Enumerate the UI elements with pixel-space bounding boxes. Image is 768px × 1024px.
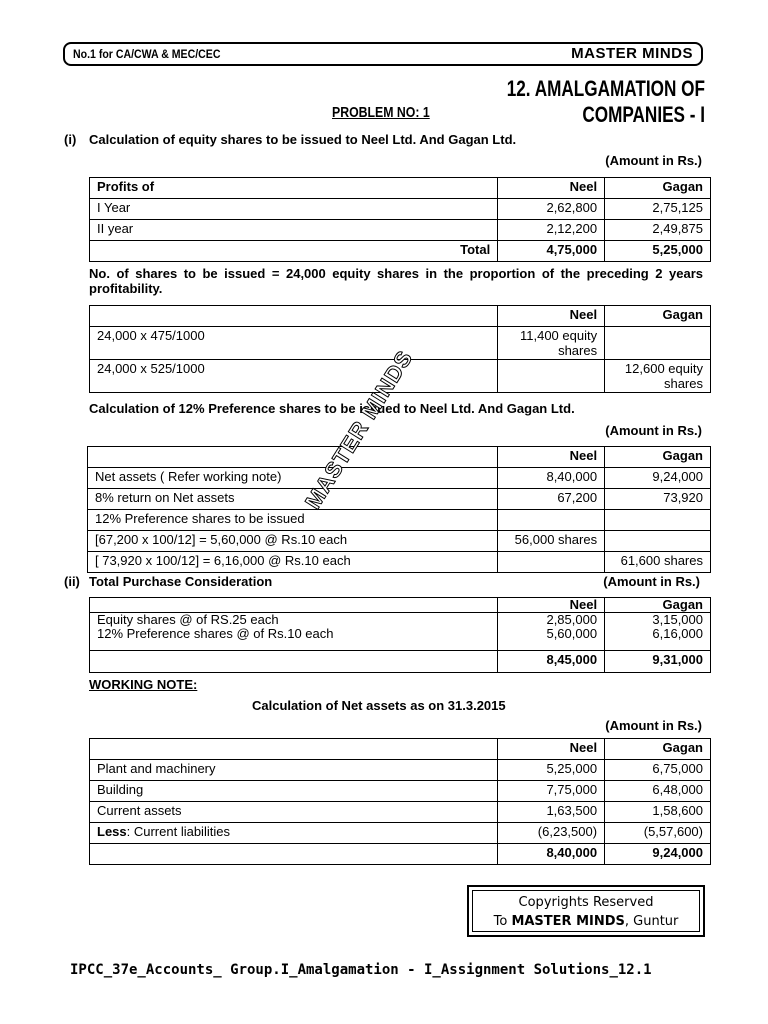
table-cell: 1,58,600 — [605, 802, 711, 823]
copyright-prefix: To — [493, 914, 512, 929]
column-header: Neel — [498, 306, 605, 327]
table-cell: 5,60,000 — [498, 627, 605, 651]
table-row — [88, 489, 711, 510]
table-row — [88, 531, 711, 552]
profits-table — [89, 177, 711, 262]
copyright-box — [467, 885, 705, 937]
working-note-heading: WORKING NOTE: — [89, 677, 198, 692]
total-value: 5,25,000 — [605, 241, 711, 262]
table-cell: 2,49,875 — [605, 220, 711, 241]
total-value: 8,40,000 — [498, 844, 605, 865]
column-header: Gagan — [605, 178, 711, 199]
chapter-title: 12. AMALGAMATION OF COMPANIES - I — [506, 76, 705, 127]
total-value: 9,24,000 — [605, 844, 711, 865]
table-cell: Current assets — [90, 802, 498, 823]
table-cell: 24,000 x 525/1000 — [90, 360, 498, 393]
section-ii-number: (ii) — [64, 574, 80, 589]
total-label: Total — [90, 241, 498, 262]
net-assets-table — [89, 738, 711, 865]
table-row — [88, 552, 711, 573]
table-row — [90, 613, 711, 628]
pref-table — [87, 446, 711, 573]
table-cell — [498, 552, 605, 573]
column-header: Gagan — [605, 739, 711, 760]
table-cell — [90, 844, 498, 865]
table-cell — [605, 510, 711, 531]
section-ii-title: Total Purchase Consideration — [89, 574, 273, 589]
column-header: Gagan — [605, 447, 711, 468]
table-cell — [90, 651, 498, 673]
section-i-number: (i) — [64, 132, 77, 147]
table-cell: 11,400 equity shares — [498, 327, 605, 360]
net-assets-title: Calculation of Net assets as on 31.3.2015 — [252, 698, 506, 713]
table-header-row — [88, 447, 711, 468]
shares-note: No. of shares to be issued = 24,000 equity shares in the proportion of the preceding 2 years profitability. — [89, 266, 703, 296]
table-cell: Building — [90, 781, 498, 802]
column-header — [88, 447, 498, 468]
table-cell: Net assets ( Refer working note) — [88, 468, 498, 489]
table-cell: 12% Preference shares to be issued — [88, 510, 498, 531]
column-header: Neel — [498, 447, 605, 468]
table-cell — [605, 327, 711, 360]
column-header: Neel — [498, 598, 605, 613]
table-cell: 73,920 — [605, 489, 711, 510]
section-i-title: Calculation of equity shares to be issued to Neel Ltd. And Gagan Ltd. — [89, 132, 517, 147]
table-cell: I Year — [90, 199, 498, 220]
copyright-line2 — [473, 912, 699, 931]
table-cell: [67,200 x 100/12] = 5,60,000 @ Rs.10 each — [88, 531, 498, 552]
table-row — [90, 627, 711, 651]
table-row — [90, 802, 711, 823]
copyright-brand: MASTER MINDS — [511, 914, 625, 929]
copyright-suffix: , Guntur — [624, 914, 679, 929]
table-cell: 2,12,200 — [498, 220, 605, 241]
column-header: Neel — [498, 178, 605, 199]
copyright-inner — [472, 890, 700, 932]
amount-label: (Amount in Rs.) — [605, 718, 702, 733]
amount-label: (Amount in Rs.) — [605, 153, 702, 168]
less-label: Less — [97, 824, 127, 839]
table-cell: 1,63,500 — [498, 802, 605, 823]
table-cell: 7,75,000 — [498, 781, 605, 802]
table-cell: 6,16,000 — [605, 627, 711, 651]
table-cell: 2,62,800 — [498, 199, 605, 220]
pref-title: Calculation of 12% Preference shares to be issued to Neel Ltd. And Gagan Ltd. — [89, 401, 575, 416]
table-row — [88, 468, 711, 489]
table-cell: 56,000 shares — [498, 531, 605, 552]
column-header: Gagan — [605, 598, 711, 613]
table-row — [90, 220, 711, 241]
table-cell: 8,40,000 — [498, 468, 605, 489]
table-cell — [498, 360, 605, 393]
table-cell: 9,24,000 — [605, 468, 711, 489]
table-cell: 6,48,000 — [605, 781, 711, 802]
table-cell: 2,85,000 — [498, 613, 605, 628]
table-row — [90, 760, 711, 781]
table-cell: 6,75,000 — [605, 760, 711, 781]
table-cell: [ 73,920 x 100/12] = 6,16,000 @ Rs.10 each — [88, 552, 498, 573]
table-header-row — [90, 598, 711, 613]
header-brand: MASTER MINDS — [571, 45, 693, 62]
table-cell: 24,000 x 475/1000 — [90, 327, 498, 360]
table-cell — [498, 510, 605, 531]
table-row — [88, 510, 711, 531]
table-cell: Equity shares @ of RS.25 each — [90, 613, 498, 628]
table-cell: 67,200 — [498, 489, 605, 510]
column-header: Gagan — [605, 306, 711, 327]
column-header — [90, 306, 498, 327]
table-total-row — [90, 241, 711, 262]
column-header — [90, 598, 498, 613]
table-cell: Plant and machinery — [90, 760, 498, 781]
table-cell: 5,25,000 — [498, 760, 605, 781]
table-header-row — [90, 739, 711, 760]
amount-label: (Amount in Rs.) — [605, 423, 702, 438]
table-cell: 8% return on Net assets — [88, 489, 498, 510]
watermark: MASTER MINDS — [300, 345, 418, 514]
table-row — [90, 199, 711, 220]
table-cell: 61,600 shares — [605, 552, 711, 573]
header-bar — [63, 42, 703, 66]
amount-label: (Amount in Rs.) — [603, 574, 700, 589]
copyright-line1: Copyrights Reserved — [518, 895, 654, 910]
column-header — [90, 739, 498, 760]
table-header-row — [90, 178, 711, 199]
total-value: 4,75,000 — [498, 241, 605, 262]
table-row — [90, 781, 711, 802]
table-cell: 3,15,000 — [605, 613, 711, 628]
table-total-row — [90, 844, 711, 865]
page-footer: IPCC_37e_Accounts_ Group.I_Amalgamation - I_Assignment Solutions_12.1 — [70, 962, 652, 978]
table-cell: 12,600 equity shares — [605, 360, 711, 393]
less-text: : Current liabilities — [126, 824, 230, 839]
header-tagline: No.1 for CA/CWA & MEC/CEC — [73, 47, 221, 61]
total-value: 8,45,000 — [498, 651, 605, 673]
table-cell — [605, 531, 711, 552]
column-header: Neel — [498, 739, 605, 760]
table-cell: 2,75,125 — [605, 199, 711, 220]
column-header: Profits of — [90, 178, 498, 199]
table-cell: II year — [90, 220, 498, 241]
total-value: 9,31,000 — [605, 651, 711, 673]
table-row — [90, 823, 711, 844]
purchase-table — [89, 597, 711, 673]
table-total-row — [90, 651, 711, 673]
table-cell: (6,23,500) — [498, 823, 605, 844]
table-cell: (5,57,600) — [605, 823, 711, 844]
problem-title: PROBLEM NO: 1 — [332, 104, 430, 121]
table-cell: 12% Preference shares @ of Rs.10 each — [90, 627, 498, 651]
table-cell — [90, 823, 498, 844]
table-header-row — [90, 306, 711, 327]
